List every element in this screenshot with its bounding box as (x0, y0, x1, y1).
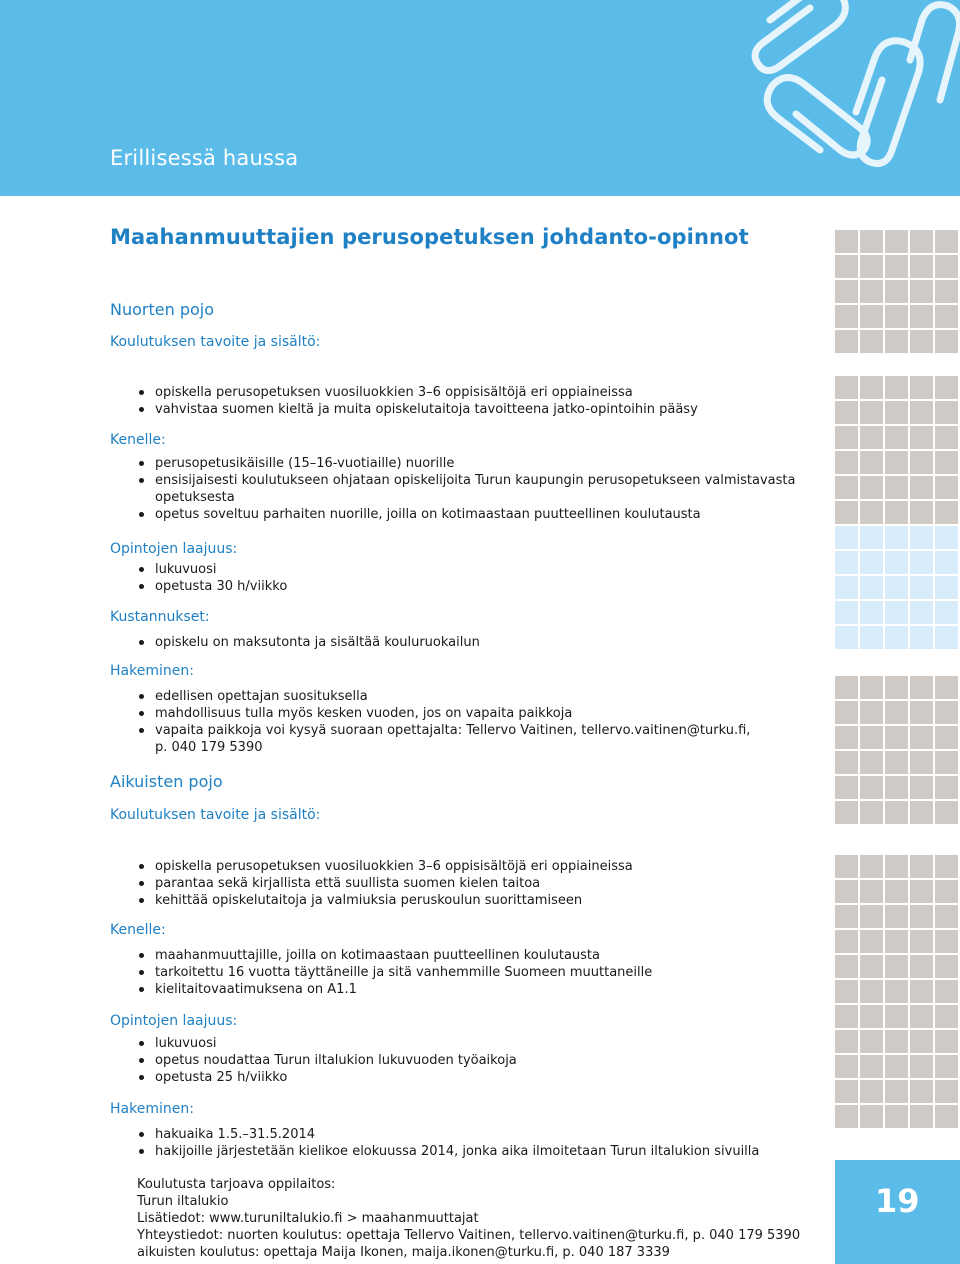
label-for-adult: Kenelle: (110, 922, 166, 938)
provider-name: Turun iltalukio (137, 1194, 229, 1209)
list-item: opetus soveltuu parhaiten nuorille, joilla on kotimaastaan puutteellinen koulutausta (137, 506, 817, 523)
label-cost-youth: Kustannukset: (110, 609, 210, 625)
list-item: lukuvuosi (137, 1035, 817, 1052)
contact-adult: aikuisten koulutus: opettaja Maija Ikonen, maija.ikonen@turku.fi, p. 040 187 3339 (137, 1245, 670, 1260)
header-banner (0, 0, 960, 196)
decorative-grid-gray (835, 376, 960, 524)
list-item: ensisijaisesti koulutukseen ohjataan opiskelijoita Turun kaupungin perusopetukseen valmistavasta opetuksesta (137, 472, 817, 506)
label-scope-youth: Opintojen laajuus: (110, 541, 238, 557)
list-item: perusopetusikäisille (15–16-vuotiaille) nuorille (137, 455, 817, 472)
list-item: hakijoille järjestetään kielikoe elokuussa 2014, jonka aika ilmoitetaan Turun iltalukion sivuilla (137, 1143, 817, 1160)
list-for-youth (137, 455, 817, 523)
label-scope-adult: Opintojen laajuus: (110, 1013, 238, 1029)
label-apply-youth: Hakeminen: (110, 663, 194, 679)
list-item: lukuvuosi (137, 561, 817, 578)
page-number: 19 (875, 1182, 920, 1220)
list-item: hakuaika 1.5.–31.5.2014 (137, 1126, 817, 1143)
list-cost-youth (137, 634, 817, 651)
contact-youth: Yhteystiedot: nuorten koulutus: opettaja Tellervo Vaitinen, tellervo.vaitinen@turku.fi, p. 040 179 5390 (137, 1228, 801, 1243)
list-item: mahdollisuus tulla myös kesken vuoden, jos on vapaita paikkoja (137, 705, 817, 722)
label-goal-adult: Koulutuksen tavoite ja sisältö: (110, 807, 321, 823)
list-item: parantaa sekä kirjallista että suullista suomen kielen taitoa (137, 875, 817, 892)
list-item: opetus noudattaa Turun iltalukion lukuvuoden työaikoja (137, 1052, 817, 1069)
list-item: opiskella perusopetuksen vuosiluokkien 3–6 oppisisältöjä eri oppiaineissa (137, 384, 817, 401)
list-item: opetusta 25 h/viikko (137, 1069, 817, 1086)
decorative-grid-gray (835, 230, 960, 353)
list-item: vahvistaa suomen kieltä ja muita opiskelutaitoja tavoitteena jatko-opintoihin pääsy (137, 401, 817, 418)
page-title: Maahanmuuttajien perusopetuksen johdanto-opinnot (110, 225, 749, 249)
label-apply-adult: Hakeminen: (110, 1101, 194, 1117)
list-item: edellisen opettajan suosituksella (137, 688, 817, 705)
list-item: vapaita paikkoja voi kysyä suoraan opettajalta: Tellervo Vaitinen, tellervo.vaitinen@turku.fi, p. 040 179 5390 (137, 722, 755, 756)
list-item: opetusta 30 h/viikko (137, 578, 817, 595)
page-number-box (835, 1160, 960, 1264)
list-apply-youth (137, 688, 817, 756)
list-for-adult (137, 947, 817, 998)
provider-info (137, 1176, 800, 1261)
list-scope-adult (137, 1035, 817, 1086)
decorative-grid-gray (835, 676, 960, 824)
decorative-grid-gray (835, 855, 960, 1128)
label-goal-youth: Koulutuksen tavoite ja sisältö: (110, 334, 321, 350)
section-heading-adult: Aikuisten pojo (110, 772, 223, 791)
list-goal-adult (137, 858, 817, 909)
paperclips-illustration (660, 0, 960, 196)
list-item: kielitaitovaatimuksena on A1.1 (137, 981, 817, 998)
list-scope-youth (137, 561, 817, 595)
label-for-youth: Kenelle: (110, 432, 166, 448)
decorative-grid-blue (835, 526, 960, 649)
list-item: opiskelu on maksutonta ja sisältää kouluruokailun (137, 634, 817, 651)
list-goal-youth (137, 384, 817, 418)
provider-label: Koulutusta tarjoava oppilaitos: (137, 1177, 336, 1192)
more-info: Lisätiedot: www.turuniltalukio.fi > maahanmuuttajat (137, 1211, 479, 1226)
list-item: opiskella perusopetuksen vuosiluokkien 3–6 oppisisältöjä eri oppiaineissa (137, 858, 817, 875)
list-item: tarkoitettu 16 vuotta täyttäneille ja sitä vanhemmille Suomeen muuttaneille (137, 964, 817, 981)
section-heading-youth: Nuorten pojo (110, 300, 214, 319)
list-item: maahanmuuttajille, joilla on kotimaastaan puutteellinen koulutausta (137, 947, 817, 964)
banner-title: Erillisessä haussa (110, 146, 299, 170)
list-apply-adult (137, 1126, 817, 1160)
list-item: kehittää opiskelutaitoja ja valmiuksia peruskoulun suorittamiseen (137, 892, 817, 909)
